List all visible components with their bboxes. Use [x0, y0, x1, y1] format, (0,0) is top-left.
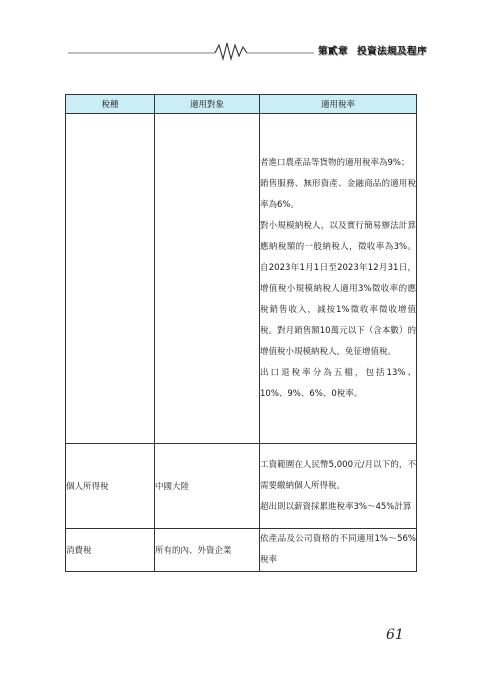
cell-tax-type: 個人所得稅 [66, 444, 155, 529]
tax-rate-table [65, 94, 417, 572]
column-header-subject: 適用對象 [155, 95, 260, 114]
cell-rate [260, 444, 417, 529]
rate-paragraph: 工資範圍在人民幣5,000元/月以下的，不需要繳納個人所得稅。 [260, 459, 416, 491]
rate-paragraph: 者進口農產品等貨物的適用稅率為9%； [260, 157, 410, 168]
rate-paragraph: 超出則以薪資採累進稅率3%～45%計算 [260, 501, 412, 512]
rate-paragraph: 對小規模納稅人，以及實行簡易辦法計算應納稅額的一般納稅人，徵收率為3%。自2023年1月1日至2023年12月31日，增值稅小規模納稅人適用3%徵收率的應稅銷售收入，減按1%徵收率徵收增值稅。對月銷售額10萬元以下（含本數）的增值稅小規模納稅人，免征增值稅。 [260, 220, 416, 357]
cell-tax-type: 消費稅 [66, 529, 155, 572]
table-row-individual-income-tax [66, 444, 417, 529]
table-row-vat-continued [66, 114, 417, 444]
cell-tax-type [66, 114, 155, 444]
page-number: 61 [386, 627, 404, 643]
chapter-label: 第貳章 [318, 46, 349, 57]
cell-rate [260, 529, 417, 572]
chapter-heading [318, 43, 427, 57]
cell-subject: 所有的內、外資企業 [155, 529, 260, 572]
pulse-line-decoration [0, 0, 480, 70]
cell-subject: 中國大陸 [155, 444, 260, 529]
rate-paragraph: 出口退稅率分為五檔，包括13%、10%、9%、6%、0稅率。 [260, 367, 416, 399]
column-header-rate: 適用稅率 [260, 95, 417, 114]
table-header-row [66, 95, 417, 114]
rate-paragraph: 銷售服務、無形資產、金融商品的適用稅率為6%。 [260, 178, 416, 210]
table-row-consumption-tax [66, 529, 417, 572]
rate-paragraph: 依產品及公司資格的不同適用1%～56%稅率 [260, 534, 416, 565]
cell-subject [155, 114, 260, 444]
cell-rate [260, 114, 417, 444]
chapter-title: 投資法規及程序 [357, 46, 428, 57]
page-header [0, 0, 480, 70]
column-header-tax-type: 稅種 [66, 95, 155, 114]
